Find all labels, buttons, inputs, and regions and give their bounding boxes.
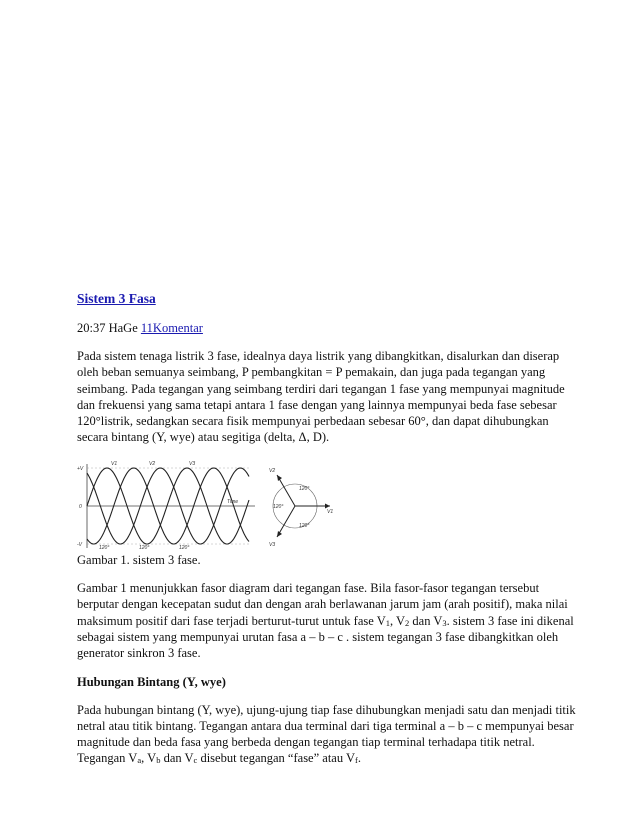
comments-link[interactable]: 11Komentar [140,321,203,335]
post-meta [77,320,577,336]
phasor-diagram [255,460,335,550]
sine-wave-diagram [77,460,257,550]
post-time: 20:37 [77,321,106,335]
minus-v-label: -V [77,541,82,548]
phasor-v1-label: V1 [327,508,334,515]
phasor-v3-label: V3 [269,541,276,548]
zero-label: 0 [79,503,82,510]
time-label: Time [227,498,239,505]
plus-v-label: +V [77,465,84,472]
wave-deg-label-2: 120° [139,544,150,550]
wave-v3-label: V3 [189,460,196,467]
post-title-link[interactable]: Sistem 3 Fasa [77,291,156,306]
wave-deg-label-3: 120° [179,544,190,550]
three-phase-figure [77,460,577,550]
post-author: HaGe [108,321,138,335]
section-heading: Hubungan Bintang (Y, wye) [77,674,226,689]
phasor-deg-top: 120° [299,485,310,492]
wave-v2-label: V2 [149,460,156,467]
phasor-deg-bottom: 120° [299,522,310,529]
paragraph-wye: Pada hubungan bintang (Y, wye), ujung-ujung tiap fase dihubungkan menjadi satu dan menjadi titik netral atau titik bintang. Tegangan antara dua terminal dari tiga terminal a – b – c mempunyai besar magnitude dan beda fasa yang berbeda dengan tegangan tiap terminal terhadapa titik netral. Tegangan $V_a$, $V_b$ dan $V_c$ disebut tegangan “fase” atau $V_f$. [77,702,576,766]
figure-caption: Gambar 1. sistem 3 fase. [77,552,201,567]
wave-v1-label: V1 [111,460,118,467]
wave-deg-label-1: 120° [99,544,110,550]
blog-post [77,290,577,767]
paragraph-intro: Pada sistem tenaga listrik 3 fase, idealnya daya listrik yang dibangkitkan, disalurkan dan diserap oleh beban semuanya seimbang, P pembangkitan = P pemakain, dan juga pada tegangan yang seimbang. Pada tegangan yang seimbang terdiri dari tegangan 1 fase yang mempunyai magnitude dan frekuensi yang sama tetapi antara 1 fase dengan yang lainnya mempunyai beda fase sebesar 120°listrik, sedangkan secara fisik mempunyai perbedaan sebesar 60°, dan dapat dihubungkan secara bintang (Y, wye) atau segitiga (delta, Δ, D). [77,349,565,445]
phasor-deg-left: 120° [273,503,284,510]
paragraph-phasor: Gambar 1 menunjukkan fasor diagram dari tegangan fase. Bila fasor-fasor tegangan tersebut berputar dengan kecepatan sudut dan dengan arah berlawanan jarum jam (arah positif), maka nilai maksimum positif dari fase terjadi berturut-turut untuk fase $V_1$, $V_2$ dan $V_3$. sistem 3 fase ini dikenal sebagai sistem yang mempunyai urutan fasa a – b – c . sistem tegangan 3 fase dibangkitkan oleh generator sinkron 3 fase. [77,581,574,661]
phasor-v2-label: V2 [269,467,276,474]
